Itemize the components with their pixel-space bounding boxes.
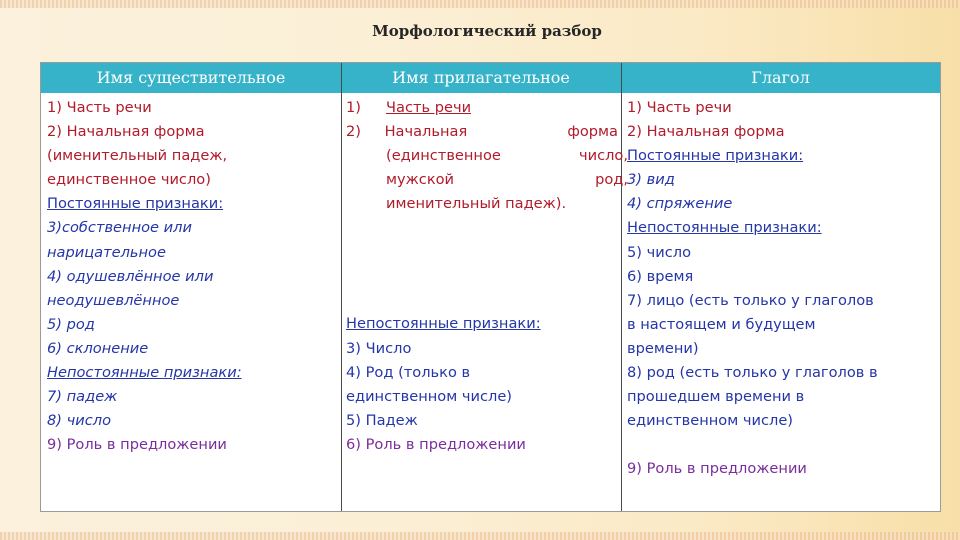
verb-part-of-speech: 1) Часть речи [627,99,732,116]
verb-feature: 4) спряжение [627,195,733,213]
column-divider [341,63,342,511]
header-noun: Имя существительное [41,63,341,93]
adjective-initial-form-note: число, [578,147,628,165]
adjective-part-of-speech: Часть речи [386,99,472,116]
adjective-initial-form-note: мужской [386,171,455,189]
adjective-initial-form-note: род, [595,171,628,189]
verb-feature: в настоящем и будущем [627,315,816,333]
adjective-variable-features-heading: Непостоянные признаки: [346,315,541,333]
noun-part-of-speech: 1) Часть речи [47,99,152,116]
noun-initial-form: 2) Начальная форма [47,123,205,141]
decorative-top-border [0,0,960,8]
verb-feature: времени) [627,339,699,357]
verb-initial-form: 2) Начальная форма [627,123,785,141]
adjective-feature: единственном числе) [346,387,512,405]
noun-column [47,93,339,511]
adjective-initial-form: Начальная [384,123,468,141]
verb-feature: 7) лицо (есть только у глаголов [627,291,874,309]
noun-feature: 3)собственное или [47,219,192,237]
adjective-feature: 4) Род (только в [346,363,471,381]
slide-title: Морфологический разбор [372,22,602,40]
verb-feature: 3) вид [627,171,675,189]
column-divider [621,63,622,511]
adjective-feature: 5) Падеж [346,411,418,429]
noun-feature: нарицательное [47,243,166,261]
noun-permanent-features-heading: Постоянные признаки: [47,195,224,213]
morphology-table [40,62,941,512]
verb-feature: 5) число [627,243,692,261]
noun-variable-features-heading: Непостоянные признаки: [47,364,242,382]
noun-feature: неодушевлённое [47,291,180,309]
noun-initial-form-note: (именительный падеж, [47,147,228,165]
verb-feature: 8) род (есть только у глаголов в [627,364,878,382]
adjective-column [346,93,628,511]
adjective-syntactic-role: 6) Роль в предложении [346,435,526,453]
noun-syntactic-role: 9) Роль в предложении [47,436,227,454]
noun-feature: 6) склонение [47,339,149,357]
noun-feature: 7) падеж [47,388,118,406]
list-number: 2) [346,123,361,141]
verb-permanent-features-heading: Постоянные признаки: [627,147,804,165]
noun-initial-form-note: единственное число) [47,171,211,189]
verb-syntactic-role: 9) Роль в предложении [627,460,807,478]
noun-feature: 8) число [47,412,112,430]
adjective-initial-form-note: (единственное [386,147,501,165]
verb-feature: единственном числе) [627,412,793,430]
verb-variable-features-heading: Непостоянные признаки: [627,219,822,237]
noun-feature: 5) род [47,315,95,333]
adjective-feature: 3) Число [346,339,412,357]
verb-column [627,93,939,511]
verb-feature: 6) время [627,267,694,285]
adjective-initial-form: форма [567,123,618,141]
decorative-bottom-border [0,532,960,540]
noun-feature: 4) одушевлённое или [47,267,214,285]
header-verb: Глагол [621,63,940,93]
adjective-initial-form-note: именительный падеж). [386,195,567,213]
header-adjective: Имя прилагательное [341,63,621,93]
list-number: 1) [346,99,361,116]
verb-feature: прошедшем времени в [627,388,805,406]
